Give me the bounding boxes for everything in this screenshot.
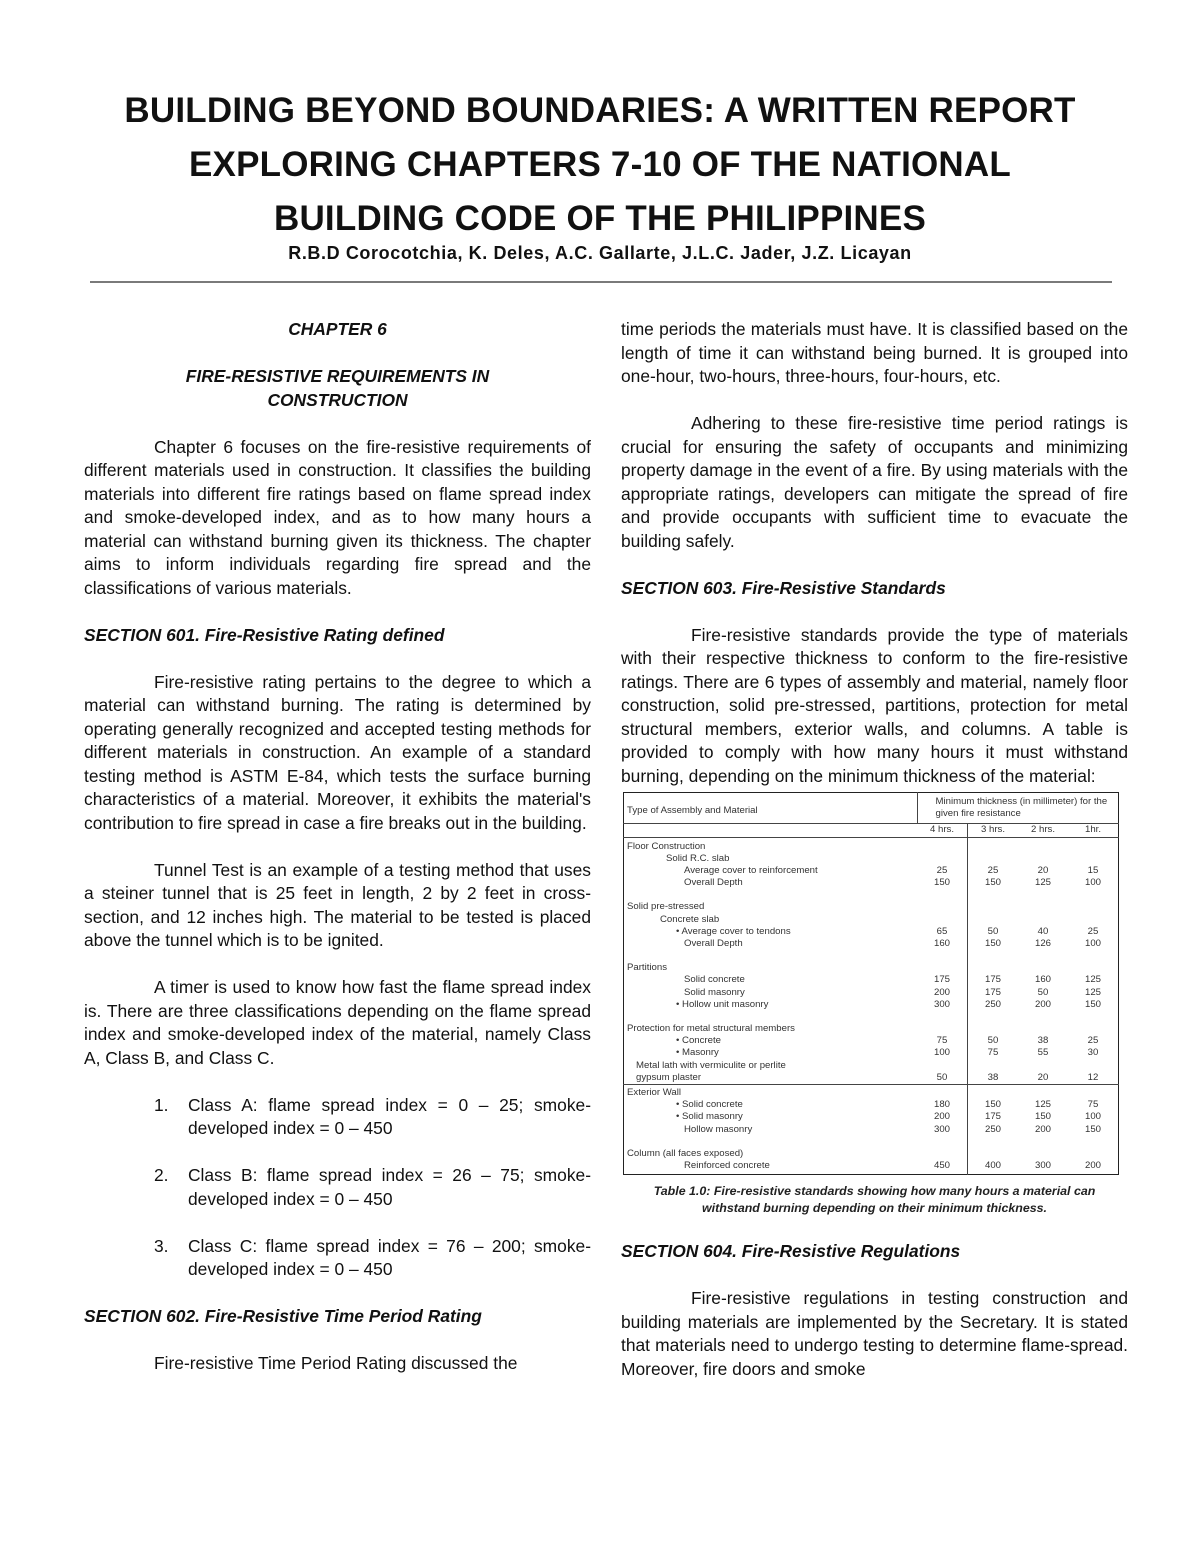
title-line-3: BUILDING CODE OF THE PHILIPPINES [273, 199, 926, 238]
table-row [624, 877, 1119, 889]
row-label: Reinforced concrete [684, 1160, 770, 1172]
section-602-heading: SECTION 602. Fire-Resistive Time Period Rating [84, 1306, 482, 1326]
cell: 100 [1084, 938, 1101, 950]
table-group-row [624, 1085, 1119, 1100]
row-label: Concrete slab [660, 913, 720, 925]
table-row [624, 914, 1119, 926]
cell: 30 [1087, 1047, 1099, 1059]
cell: 200 [1034, 998, 1051, 1010]
table-row [624, 1111, 1119, 1123]
cell: 38 [968, 1072, 1019, 1085]
cell: 150 [1084, 998, 1101, 1010]
hours-2: 2 hrs. [1018, 824, 1068, 837]
section-602-paragraph-start: Fire-resistive Time Period Rating discussed the [154, 1353, 518, 1373]
title-line-2: EXPLORING CHAPTERS 7-10 OF THE NATIONAL [189, 145, 1011, 184]
table-row [624, 938, 1119, 950]
cell: 50 [1037, 986, 1049, 998]
cell: 200 [933, 986, 950, 998]
cell: 65 [936, 925, 948, 937]
cell: 20 [1037, 1071, 1049, 1083]
row-label: • Average cover to tendons [676, 925, 791, 937]
cell: 50 [936, 1071, 948, 1083]
hours-1: 1hr. [1068, 824, 1119, 837]
cell: 250 [968, 1124, 1019, 1136]
cell: 100 [1084, 1111, 1101, 1123]
table-row [624, 1047, 1119, 1059]
fire-resistance-table-figure [623, 792, 1119, 1175]
row-label: Overall Depth [684, 877, 743, 889]
hours-4: 4 hrs. [917, 824, 968, 837]
table-row [624, 1160, 1119, 1175]
list-text: Class C: flame spread index = 76 – 200; smoke-developed index = 0 – 450 [188, 1235, 591, 1279]
cell: 175 [968, 987, 1019, 999]
table-header-row [624, 793, 1119, 824]
fire-resistance-table [623, 792, 1119, 1175]
cell: 150 [968, 877, 1019, 889]
cell: 200 [1084, 1160, 1101, 1172]
table-group-row [624, 1011, 1119, 1035]
cell: 25 [1087, 1035, 1099, 1047]
section-602-paragraph-cont: time periods the materials must have. It is classified based on the length of time it can withstand being burned. It is grouped into one-hour, two-hours, three-hours, four-hours, etc. [621, 319, 1128, 386]
section-604-heading: SECTION 604. Fire-Resistive Regulations [621, 1241, 961, 1262]
cell: 300 [1034, 1160, 1051, 1172]
cell: 150 [1084, 1123, 1101, 1135]
row-label: • Masonry [676, 1047, 719, 1059]
section-604-paragraph: Fire-resistive regulations in testing construction and building materials are implemented by the Secretary. It is stated that materials need to undergo testing to determine flame-spread. Moreover, fire doors and smoke [621, 1288, 1128, 1379]
section-601-paragraph-1: Fire-resistive rating pertains to the degree to which a material can withstand burning. The rating is determined by operating generally recognized and accepted testing methods for different materials in construction. An example of a standard testing method is ASTM E-84, which tests the surface burning characteristics of a material. Moreover, it exhibits the material's contribution to fire spread in case a fire breaks out in the building. [84, 671, 591, 833]
table-row [624, 926, 1119, 938]
cell: 126 [1034, 938, 1051, 950]
row-label: gypsum plaster [636, 1071, 702, 1083]
section-602-paragraph-2: Adhering to these fire-resistive time period ratings is crucial for ensuring the safety of occupants and minimizing property damage in the event of a fire. By using materials with the appropriate ratings, developers can mitigate the spread of fire and provide occupants with sufficient time to evacuate the building safely. [621, 413, 1128, 551]
table-row [624, 1072, 1119, 1085]
section-603-heading: SECTION 603. Fire-Resistive Standards [621, 577, 946, 598]
cell: 175 [933, 974, 950, 986]
cell: 150 [968, 1099, 1019, 1111]
author-list: R.B.D Corocotchia, K. Deles, A.C. Gallarte, J.L.C. Jader, J.Z. Licayan [288, 243, 912, 263]
hours-3: 3 hrs. [968, 824, 1019, 837]
row-label: Average cover to reinforcement [684, 865, 818, 877]
header-divider [90, 281, 1112, 283]
chapter-number: CHAPTER 6 [288, 319, 387, 339]
cell: 100 [933, 1047, 950, 1059]
chapter-heading [84, 318, 591, 412]
list-text: Class B: flame spread index = 26 – 75; smoke-developed index = 0 – 450 [188, 1165, 591, 1209]
col-header-assembly: Type of Assembly and Material [627, 805, 758, 816]
chapter-title-line-1: FIRE-RESISTIVE REQUIREMENTS IN [185, 366, 490, 386]
table-row [624, 865, 1119, 877]
table-row [624, 1124, 1119, 1136]
row-label: Metal lath with vermiculite or perlite [636, 1059, 786, 1071]
row-label: Solid masonry [684, 986, 745, 998]
group-label: Protection for metal structural members [627, 1023, 795, 1035]
class-list-item [84, 1235, 591, 1282]
row-label: Overall Depth [684, 938, 743, 950]
table-group-row [624, 889, 1119, 913]
section-601-paragraph-2: Tunnel Test is an example of a testing method that uses a steiner tunnel that is 25 feet in length, 2 by 2 feet in cross-section, and 12 inches high. The material to be tested is placed above the tunnel which is to be ignited. [84, 859, 591, 950]
cell: 15 [1087, 865, 1099, 877]
cell: 125 [1034, 1099, 1051, 1111]
cell: 300 [933, 1123, 950, 1135]
cell: 100 [1084, 877, 1101, 889]
cell: 200 [1034, 1123, 1051, 1135]
left-column [84, 318, 591, 1399]
group-label: Exterior Wall [624, 1085, 918, 1100]
document-title [60, 84, 1140, 246]
cell: 125 [1084, 986, 1101, 998]
cell: 180 [933, 1099, 950, 1111]
cell: 160 [1034, 974, 1051, 986]
cell: 25 [936, 865, 948, 877]
table-group-row [624, 1136, 1119, 1160]
cell: 175 [968, 1111, 1019, 1123]
caption-line-2: withstand burning depending on their minimum thickness. [702, 1201, 1047, 1216]
cell: 200 [933, 1111, 950, 1123]
table-group-row [624, 837, 1119, 853]
group-label: Partitions [627, 962, 667, 974]
row-label: • Concrete [676, 1035, 721, 1047]
col-header-thickness: Minimum thickness (in millimeter) for the given fire resistance [917, 793, 1119, 824]
row-label: Hollow masonry [684, 1123, 753, 1135]
row-label: • Hollow unit masonry [676, 998, 769, 1010]
cell: 150 [1034, 1111, 1051, 1123]
chapter-intro-paragraph: Chapter 6 focuses on the fire-resistive requirements of different materials used in construction. It classifies the building materials into different fire ratings based on flame spread index and smoke-developed index, and as to how many hours a material can withstand burning given its thickness. The chapter aims to inform individuals regarding fire spread and the classifications of various materials. [84, 436, 591, 598]
chapter-title-line-2: CONSTRUCTION [267, 389, 408, 410]
caption-line-1: Table 1.0: Fire-resistive standards showing how many hours a material can [653, 1184, 1096, 1199]
list-text: Class A: flame spread index = 0 – 25; smoke-developed index = 0 – 450 [188, 1094, 591, 1138]
cell: 55 [1037, 1047, 1049, 1059]
table-caption [621, 1183, 1128, 1217]
table-group-row [624, 950, 1119, 974]
row-label: Solid R.C. slab [666, 852, 730, 864]
cell: 75 [1087, 1099, 1099, 1111]
section-601-paragraph-3: A timer is used to know how fast the flame spread index is. There are three classifications depending on the flame spread index and smoke-developed index of the material, namely Class A, Class B, and Class C. [84, 977, 591, 1068]
list-number: 1. [154, 1094, 169, 1115]
class-list-item [84, 1094, 591, 1141]
row-label: • Solid masonry [676, 1111, 743, 1123]
table-row [624, 987, 1119, 999]
cell: 50 [968, 1035, 1019, 1047]
group-label: Solid pre-stressed [627, 901, 705, 913]
table-row [624, 1060, 1119, 1072]
group-label: Floor Construction [627, 840, 706, 852]
cell: 160 [933, 938, 950, 950]
row-label: • Solid concrete [676, 1099, 743, 1111]
group-label: Column (all faces exposed) [627, 1147, 744, 1159]
table-row [624, 1099, 1119, 1111]
cell: 175 [968, 974, 1019, 986]
list-number: 3. [154, 1235, 169, 1256]
list-number: 2. [154, 1165, 169, 1185]
cell: 250 [968, 999, 1019, 1011]
cell: 75 [968, 1047, 1019, 1059]
cell: 400 [968, 1160, 1019, 1175]
cell: 50 [968, 926, 1019, 938]
cell: 75 [936, 1035, 948, 1047]
right-column [621, 318, 1128, 1405]
row-label: Solid concrete [684, 974, 745, 986]
cell: 25 [968, 865, 1019, 877]
class-list-item [84, 1164, 591, 1211]
cell: 25 [1087, 925, 1099, 937]
table-row [624, 1035, 1119, 1047]
cell: 125 [1084, 974, 1101, 986]
cell: 12 [1087, 1071, 1099, 1083]
cell: 150 [968, 938, 1019, 950]
cell: 20 [1037, 865, 1049, 877]
title-line-1: BUILDING BEYOND BOUNDARIES: A WRITTEN REPORT [124, 91, 1076, 130]
cell: 38 [1037, 1035, 1049, 1047]
cell: 150 [933, 877, 950, 889]
cell: 125 [1034, 877, 1051, 889]
table-hours-row [624, 824, 1119, 837]
class-list [84, 1094, 591, 1282]
section-601-heading: SECTION 601. Fire-Resistive Rating defined [84, 624, 445, 645]
section-603-paragraph: Fire-resistive standards provide the type of materials with their respective thickness to conform to the fire-resistive ratings. There are 6 types of assembly and material, namely floor construction, solid pre-stressed, partitions, protection for metal structural members, exterior walls, and columns. A table is provided to comply with how many hours it must withstand burning, depending on the minimum thickness of the material: [621, 624, 1128, 786]
cell: 40 [1037, 925, 1049, 937]
table-row [624, 853, 1119, 865]
table-row [624, 999, 1119, 1011]
table-row [624, 974, 1119, 986]
cell: 300 [933, 998, 950, 1010]
cell: 450 [933, 1160, 950, 1172]
